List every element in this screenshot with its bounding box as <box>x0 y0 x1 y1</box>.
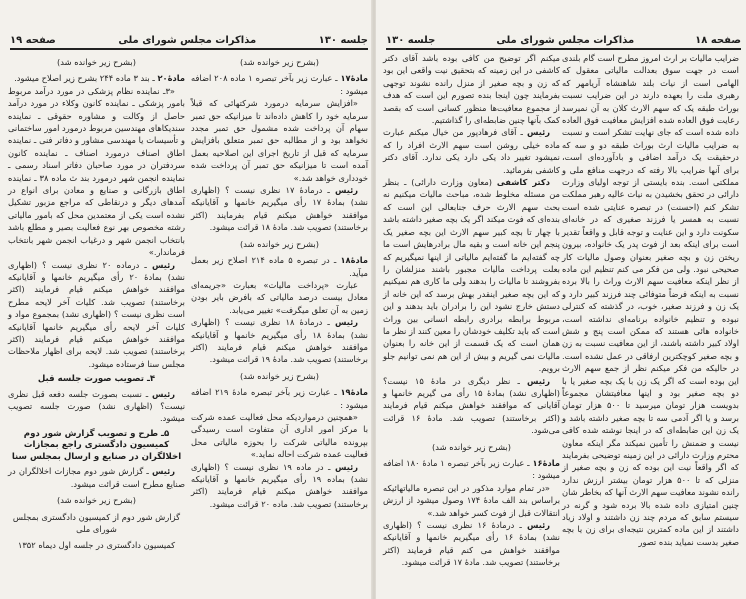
speaker-or-article-label: مادهٔ۲۰ <box>157 73 185 84</box>
paragraph <box>191 386 368 411</box>
paragraph <box>191 72 368 97</box>
paragraph-text: میکنم اگر توضیح من کافی بوده باشد آقای دکتر کاشفی در این زمینه که بتحقیق نیت واقعی این بود که زن و بچه صغیر از منزل رانده نشوند توجهی بفرمایند چون اینجا بنده تصورم این است که هدف از مجموع معافیت‌ها منظور کسانی است که بقصد کمک بآنها چنین ضابطه‌ای را گذاشتیم. <box>383 53 560 126</box>
paragraph-text: کمیسیون دادگستری در جلسه اول دیماه ۱۳۵۲ <box>17 540 176 551</box>
speaker-or-article-label: مادهٔ۱۹ <box>340 387 368 398</box>
publication-title: مذاکرات مجلس شورای ملی <box>496 35 635 46</box>
paragraph <box>383 126 560 176</box>
paragraph <box>8 72 185 84</box>
speaker-or-article-label: رئیس <box>334 461 358 472</box>
text-column-left <box>8 52 185 556</box>
speaker-or-article-label: رئیس <box>334 317 358 328</box>
speaker-or-article-label: رئیس <box>151 259 175 270</box>
paragraph <box>191 411 368 461</box>
paragraph-text: ـ عبارت زیر بآخر تبصره ۱ مادهٔ ۱۸۰ اضافه میشود : <box>383 458 560 481</box>
paragraph-text: ـ بند ۳ ماده ۲۴۴ بشرح زیر اصلاح میشود. <box>14 73 158 84</box>
paragraph-text: ضرایب مالیات بر ارث امروز مطرح است گام بلندی است در جهت سوق بعدالت مالیاتی معقول که الهامی است از نیات بلند شاهنشاه آریامهر که رهبری ملت را بعهده دارند در این ضرایب نسبت بوراث طبقه یک که سهم الارث کلان به آن نمیرسد رعایت فوق العاده شده افزایش معافیت فوق العاده داده شده است که جای نهایت تشکر است و نسبت به ضرایب مالیات ارث بوراث طبقه دو و سه که درحقیقت یک درآمد اضافی و بادآورده‌ای است، برای آنها ضرایب بالا رفته که درجهت منافع ملی و مملکتی است. بنده بایستی از توجه اولیای وزارت دارائی در تحقق بخشیدن به نیات عالیه رهبر مملکت تشکر کنم (احسنت) در تبصره عنایتی شده است نسبت به همسر یا فرزند صغیری که در خانه‌ای سکونت دارد و این عنایت و توجه قابل و واقعاً تقدیر است برای اینکه بعد از فوت پدر یک خانواده، بیرون ریختن زن و بچه صغیر بعنوان وصول مالیات کار صحیحی نبود. ولی من فکر می کنم تنظیم این ماده از نظر اینکه معافیت سهم الارث وراث را بالا برده نسبت به اینکه فرضاً متوفائی چند فرزند کبیر دارد و یک زن و فرزند صغیر، خوب، در گذشته که کنترلی نبوده و تنظیم خانواده برنامه‌ای نداشته است، خانواده هائی هستند که ممکن است پنج و شش اولاد کبیر داشته باشند، از این معافیت نسبت به زن و بچه صغیر کوچکترین ارفاقی در عمل نشده است. در حالیکه من فکر میکنم نظر از جمع سهم الارث این بوده است که اگر یک زن با یک بچه صغیر یا با دو بچه صغیر بود و اینها معافیتشان مجموعاً بدویست هزار تومان میرسید تا ۵۰۰ هزار تومان برسد و یا اگر آدمی سه تا بچه صغیر داشته باشد و یک زن این ضابطه‌ای که در اینجا نوشته شده کافی نیست و ضمنش را تأمین نمیکند مگر اینکه معاون محترم وزارت دارائی در این زمینه توضیحی بفرمایند که اگر واقعاً نیت این بوده که زن و بچه صغیر از منزلی که تا ۵۰۰ هزار تومان بیشتر ارزش ندارد رانده نشوند معافیت سهم الارث آنها که بخاطر شان چنین امتیازی داده شده بالا برده شود و گرنه در سیستم سابق که مردم چند زن داشتند و اولاد زیاد داشتند از این ماده کمترین نتیجه‌ای برای زن یا بچه صغیر بدست نمیاید بنده تصور <box>562 53 739 547</box>
text-column-right <box>562 52 739 548</box>
paragraph-text: «افزایش سرمایه درمورد شرکتهائی که قبلاً سرمایه خود را کاهش داده‌اند تا میزانیکه حق تمبر سهام آن پرداخت شده مشمول حق تمبر مجدد نخواهد بود و از مطالبه حق تمبر متعلق بافزایش سرمایه که قبل از تاریخ اجرای این اصلاحیه بعمل آمده است تا میزانیکه حق تمبر آن پرداخت شده خودداری خواهد شد.» <box>191 98 368 183</box>
page-header <box>386 30 741 50</box>
paragraph <box>191 279 368 316</box>
paragraph <box>8 465 185 490</box>
session-number: جلسه ۱۳۰ <box>386 35 436 46</box>
paragraph <box>383 52 560 126</box>
paragraph <box>191 184 368 234</box>
page-19 <box>0 0 372 599</box>
paragraph-text: عبارت «پرداخت مالیات» بعبارت «جریمه‌ای معادل بیست درصد مالیاتی که بافرض بایر بودن زمین به آن تعلق میگرفت» تغییر می‌یابد. <box>191 279 368 315</box>
section-heading <box>8 429 185 464</box>
speaker-or-article-label: رئیس <box>527 375 551 386</box>
centered-note <box>8 511 185 536</box>
paragraph-text: ـ عبارت زیر بآخر تبصره ۱ ماده ۲۰۸ اضافه میشود : <box>191 73 368 96</box>
speaker-or-article-label: مادهٔ۱۶ <box>532 458 560 468</box>
speaker-or-article-label: مادهٔ۱۸ <box>340 255 368 266</box>
paragraph-text: ـ در تبصره ۵ ماده ۲۱۴ اصلاح زیر بعمل میآید. <box>191 255 368 278</box>
paragraph-text: ۵ـ طرح و تصویب گزارش شور دوم کمیسیون دادگستری راجع بمجازات اخلالگران در صنایع و ارسال بمجلس سنا <box>11 428 182 462</box>
paragraph <box>8 85 185 259</box>
paragraph <box>191 254 368 279</box>
speaker-or-article-label: رئیس <box>526 127 550 138</box>
page-number: صفحه ۱۸ <box>695 35 741 46</box>
paragraph <box>383 457 560 482</box>
section-heading <box>8 374 185 386</box>
speaker-or-article-label: رئیس <box>526 520 550 531</box>
paragraph-text: ـ در ماده ۱۹ نظری نیست ؟ (اظهاری نشد) بماده ۱۹ رأی میگیریم خانمها و آقایانیکه موافقند خواهش میکنم قیام فرمایند (اکثر برخاستند) تصویب شد. ماده ۲۰ قرائت میشود. <box>191 461 368 509</box>
paragraph-text: (بشرح زیر خوانده شد) <box>240 238 319 249</box>
speaker-or-article-label: رئیس <box>334 185 358 196</box>
paragraph-text: ـ درمادهٔ ۱۶ نظری نیست ؟ (اظهاری نشد) بمادهٔ ۱۶ رأی میگیریم خانمها و آقایانیکه موافقند خواهش می کنم قیام فرمایند (اکثر برخاستند) تصویب شد. مادهٔ ۱۷ قرائت میشود. <box>383 520 560 568</box>
paragraph-text: «در تمام موارد مذکور در این تبصره مالیاتهائیکه براساس بند الف مادهٔ ۱۷۴ وصول میشود از ارزش انتقالات قبل از فوت کسر خواهد شد.» <box>383 482 560 518</box>
paragraph-text: گزارش شور دوم از کمیسیون دادگستری بمجلس شورای ملی <box>12 511 181 534</box>
page-18 <box>376 0 746 599</box>
centered-note <box>191 56 368 68</box>
session-number: جلسه ۱۳۰ <box>318 35 368 46</box>
paragraph <box>8 388 185 425</box>
paragraph <box>383 519 560 569</box>
paragraph <box>562 52 739 548</box>
paragraph-text: ـ آقای فرهادپور من خیال میکنم عبارت ماده خیلی روشن است سهم الارث افراد را که نمیشود تغییر داد یکی دارد یکی ندارد. آقای دکتر کاشفی بفرمائید. <box>383 127 560 175</box>
paragraph-text: (معاون وزارت دارائی) ـ بنظر من مسئله مخلوط شده، مباحث مالیات میکنیم نه بحث سهم الارث حرف جنابعالی این است که بنده‌ای که فوت میکند اگر یک بچه صغیر داشته باشد با چهار تا بچه کبیر سهم الارث این بچه صغیر یک پنجم این خانه است و بقیه مال برادرهایش است ما چه گفته‌ایم ما گفته‌ایم مالیاتی از اینها نمیگیریم که بعلت پرداخت مالیات مجبور باشند منزلشان را بفروشند تا مالیات را بدهند ولی ما کاری هم نمیکنیم که این بچه صغیر اینقدر بهش برسد که این خانه از دستش خارج نشود این را برادران باید بدهند و این مربوط برابطه برادری رابطه انسانی بین وراث است که باید تکلیف خودشان را معین کنند از نظر ما همان است که یک قسمت از این خانه را بعنوان مالیات نمی گیریم و بیش از این هم نمی توانیم جلو برویم. <box>383 177 560 374</box>
page-number: صفحه ۱۹ <box>10 35 56 46</box>
text-column-right <box>191 52 368 510</box>
paragraph-text: (بشرح زیر خوانده شد) <box>432 441 511 452</box>
paragraph-text: (بشرح زیر خوانده شد) <box>57 495 136 506</box>
centered-note <box>8 494 185 506</box>
centered-note <box>191 370 368 382</box>
paragraph-text: (بشرح زیر خوانده شد) <box>240 57 319 67</box>
centered-note <box>383 441 560 453</box>
speaker-or-article-label: رئیس <box>151 388 175 399</box>
paragraph-text: «۳ـ نماینده نظام پزشکی در مورد درآمد مربوط بامور پزشکی ـ نماینده کانون وکلاء در مورد درآمد حاصل از وکالت و مشاوره حقوقی ـ نماینده سندیکاهای مهندسین مربوط درمورد امور ساختمانی و تأسیسات یا مهندسی مشاور و دفاتر فنی ـ نماینده اطاق اصناف درمورد اصناف ـ نماینده کانون سردفتران در مورد صاحبان دفاتر اسناد رسمی ـ نماینده انجمن شهر درمورد بند ث ماده ۳۸ ـ نماینده اطاق بازرگانی و صنایع و معادن برای انواع در آمدهای دیگر و درنقاطی که مراجع مزبور تشکیل نشده است یکی از معتمدین محل که بامور مالیاتی رشته مخصوص بهر نوع فعالیت بصیر و مطلع باشد بانتخاب انجمن شهر و درغیاب انجمن شهر بانتخاب فرماندار.» <box>8 85 185 258</box>
paragraph-text: (بشرح زیر خوانده شد) <box>240 370 319 381</box>
paragraph-text: ۴ـ تصویب صورت جلسه قبل <box>37 374 156 385</box>
centered-note <box>8 56 185 68</box>
text-column-left <box>383 52 560 569</box>
paragraph-text: ـ گزارش شور دوم مجازات اخلالگران در صنایع مطرح است قرائت میشود. <box>8 466 185 489</box>
speaker-or-article-label: دکتر کاشفی <box>496 177 550 188</box>
page-header <box>10 30 368 50</box>
paragraph-text: ـ درمادهٔ ۱۷ نظری نیست ؟ (اظهاری نشد) بمادهٔ ۱۷ رأی میگیریم خانمها و آقایانیکه موافقند خواهش میکنم قیام بفرمایند (اکثر برخاستند) تصویب شد. مادهٔ ۱۸ قرائت میشود. <box>191 185 368 233</box>
paragraph <box>191 316 368 366</box>
paragraph <box>191 97 368 184</box>
speaker-or-article-label: رئیس <box>151 466 175 477</box>
paragraph <box>191 461 368 511</box>
publication-title: مذاکرات مجلس شورای ملی <box>118 35 257 46</box>
paragraph-text: ـ درمادهٔ ۱۸ نظری نیست ؟ (اظهاری نشد) بمادهٔ ۱۸ رأی میگیریم خانمها و آقایانیکه موافقند خواهش میکنم قیام فرمایند (اکثر برخاستند) تصویب شد. مادهٔ ۱۹ قرائت میشود. <box>191 317 368 365</box>
paragraph-text: ـ نسبت بصورت جلسه دفعه قبل نظری نیست؟ (اظهاری نشد) صورت جلسه تصویب میشود. <box>8 388 185 424</box>
speaker-or-article-label: مادهٔ۱۷ <box>340 73 368 84</box>
paragraph-text: ـ عبارت زیر بآخر تبصره مادهٔ ۲۱۹ اضافه میشود : <box>191 387 368 410</box>
paragraph <box>8 259 185 371</box>
paragraph-text: ـ درماده ۲۰ نظری نیست ؟ (اظهاری نشد) بمادهٔ ۲۰ رأی میگیریم خانمها و آقایانیکه موافقند خواهش میکنم قیام فرمایند (اکثر برخاستند) تصویب شد. کلیات آخر لایحه مطرح است نظری نیست ؟ (اظهاری نشد) بمجموع مواد و کلیات آخر لایحه رأی میگیریم خانمها آقایانیکه موافقند خواهش میکنم قیام فرمایند (اکثر برخاستند) تصویب شد. لایحه برای اظهار ملاحظات مجلس سنا فرستاده میشود. <box>8 259 185 369</box>
paragraph <box>383 482 560 519</box>
paragraph-text: ـ نظر دیگری در مادهٔ ۱۵ نیست؟ (اظهاری نشد) بمادهٔ ۱۵ رأی می گیریم خانمها و آقایانی که موافقند خواهش میکنم قیام فرمایند (اکثر برخاستند) تصویب شد. مادهٔ ۱۶ قرائت می‌شود. <box>383 375 561 436</box>
paragraph-text: (بشرح زیر خوانده شد) <box>57 57 136 67</box>
paragraph <box>383 375 560 437</box>
paragraph-text: «همچنین درمواردیکه محل فعالیت عمده شرکت با مرکز امور اداری آن متفاوت است رسیدگی بپرونده مالیاتی شرکت را بحوزه مالیاتی محل فعالیت عمده شرکت احاله نماید.» <box>191 411 368 460</box>
paragraph <box>383 176 560 375</box>
centered-note <box>8 539 185 551</box>
centered-note <box>191 238 368 250</box>
